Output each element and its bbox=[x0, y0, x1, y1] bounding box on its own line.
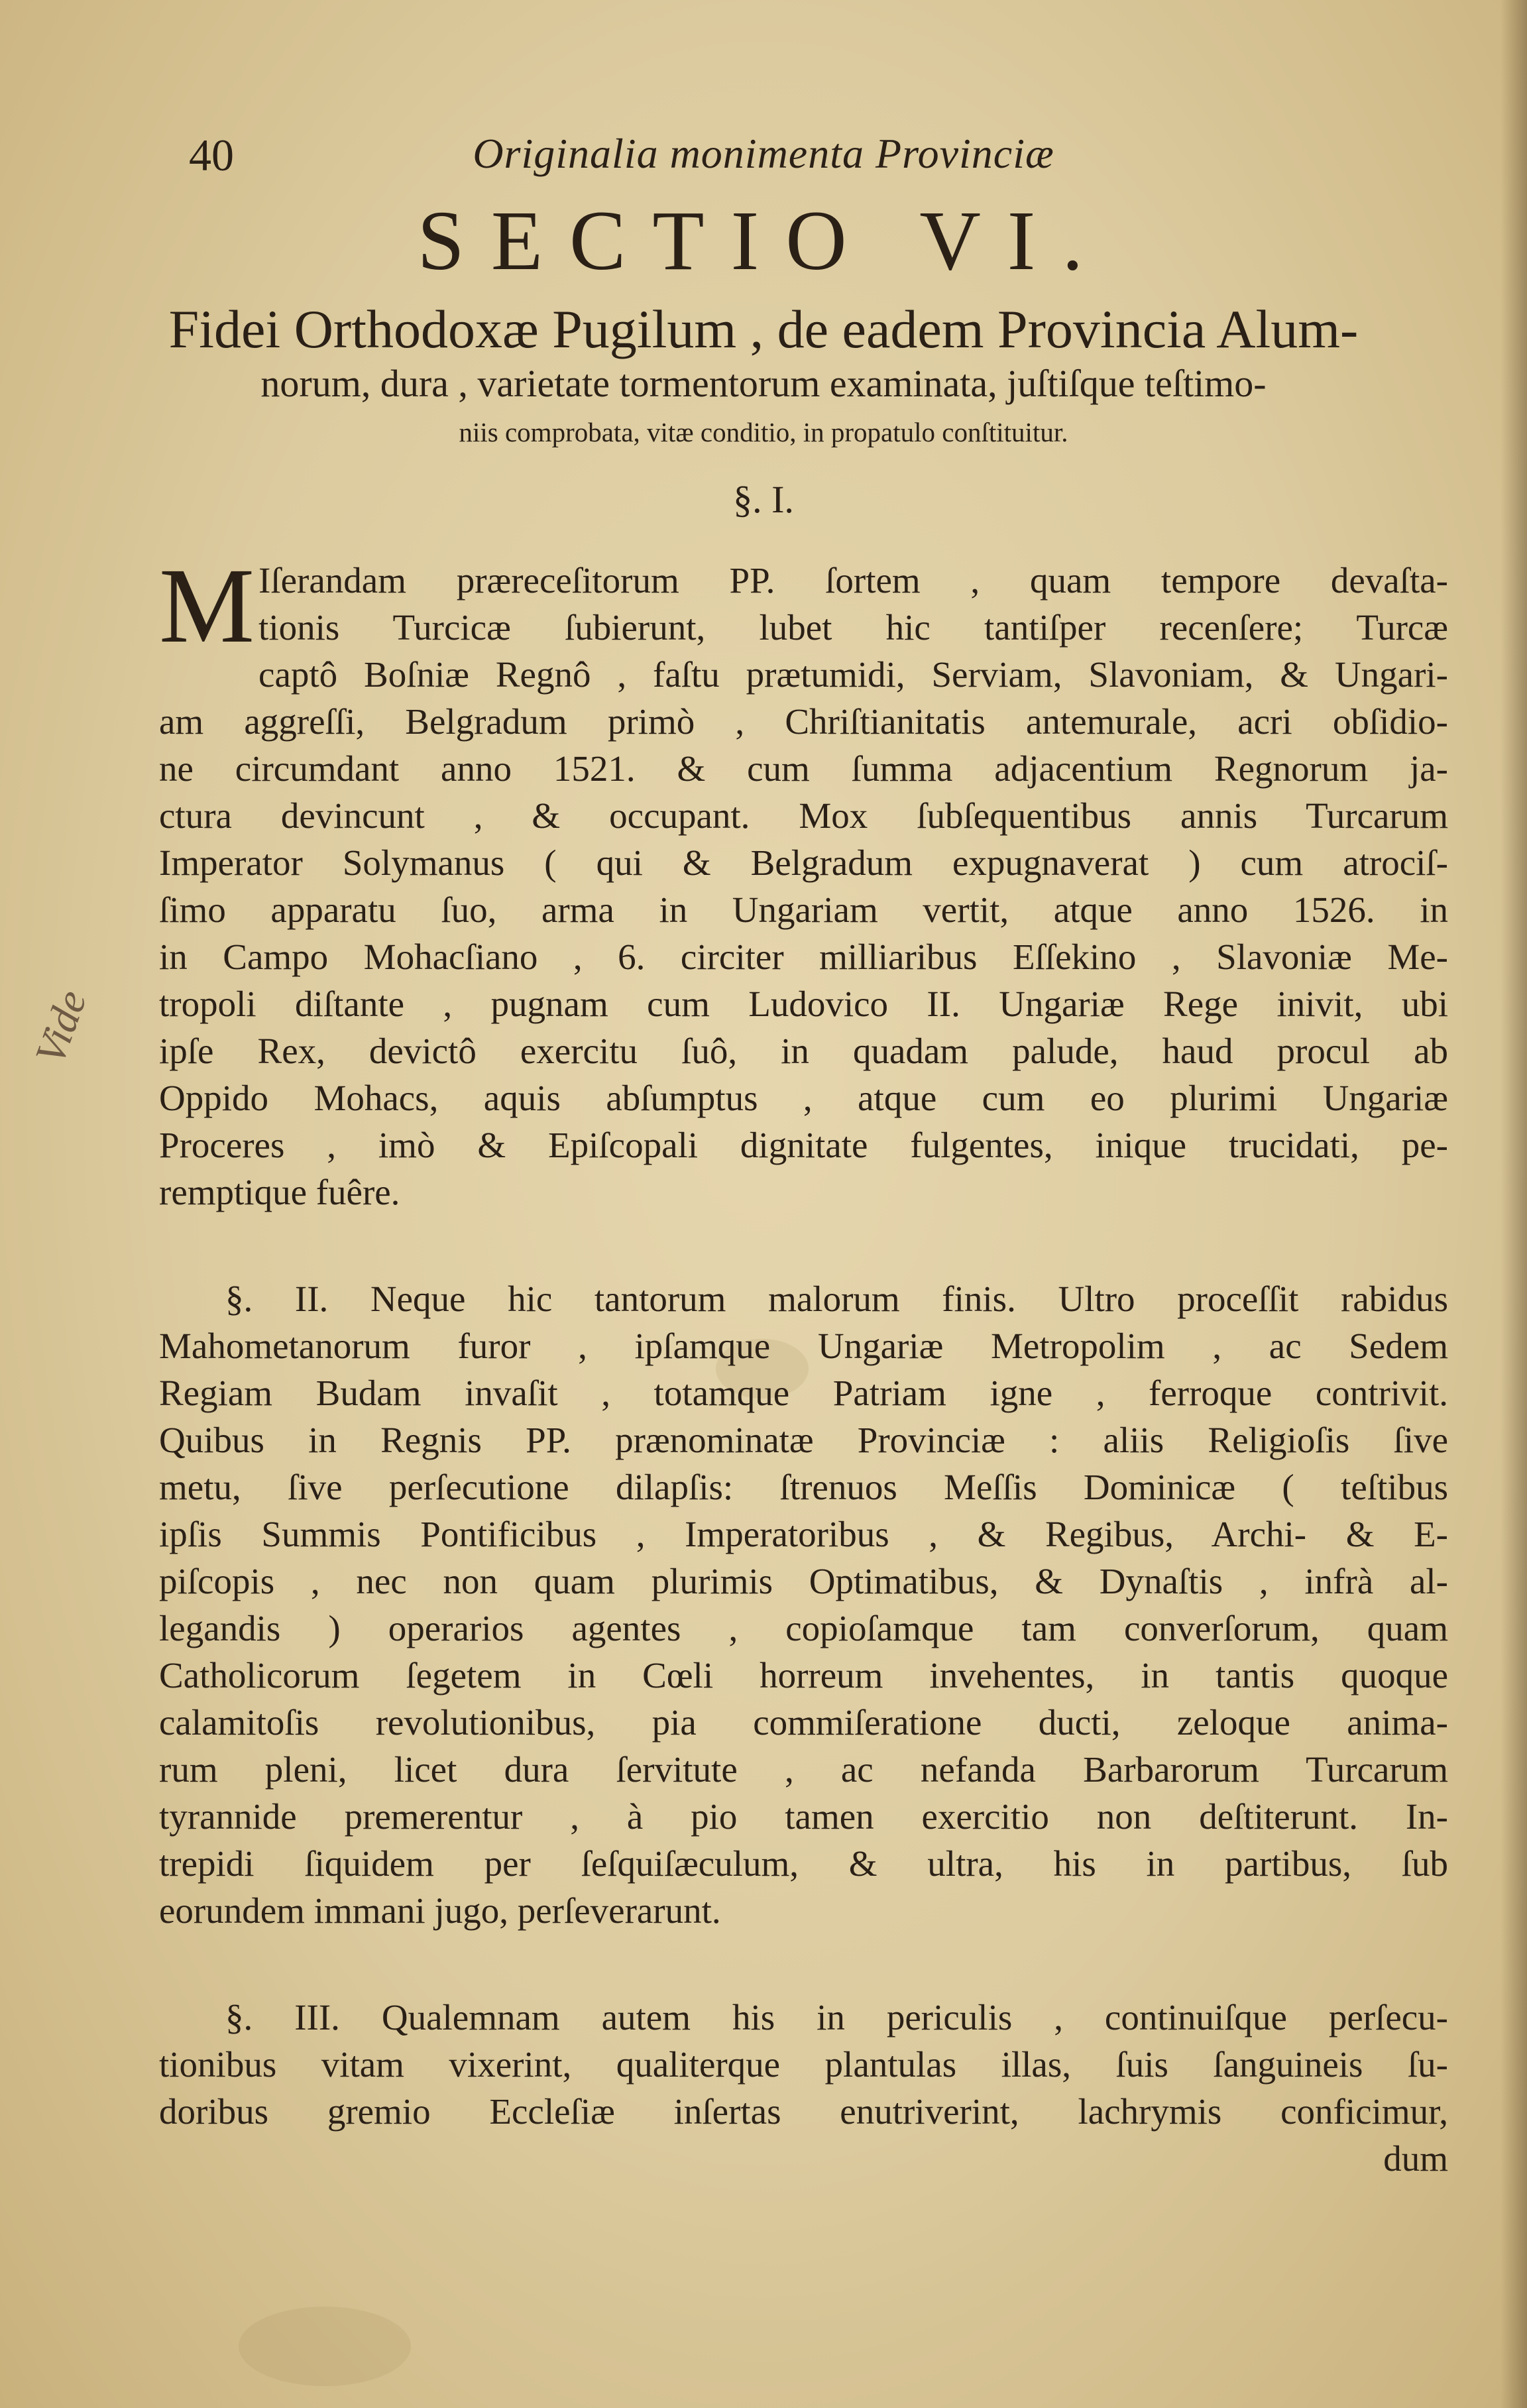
paper-stain bbox=[239, 2307, 411, 2386]
margin-note-handwritten: Vide bbox=[25, 984, 96, 1070]
subtitle-line-2: norum, dura , varietate tormentorum examinata, juſtiſque teſtimo- bbox=[260, 362, 1267, 405]
text-line: trepidi ſiquidem per ſeſquiſæculum, & ultra, his in partibus, ſub bbox=[159, 1843, 1448, 1884]
text-line: Mahometanorum furor , ipſamque Ungariæ Metropolim , ac Sedem bbox=[159, 1326, 1448, 1366]
paragraph-3 bbox=[159, 1994, 1448, 2182]
text-line: Iſerandam præreceſitorum PP. ſortem , quam tempore devaſta- bbox=[258, 560, 1448, 601]
text-line: tionibus vitam vixerint, qualiterque plantulas illas, ſuis ſanguineis ſu- bbox=[159, 2044, 1448, 2085]
text-line: tionis Turcicæ ſubierunt, lubet hic tantiſper recenſere; Turcæ bbox=[258, 607, 1448, 648]
text-line: Proceres , imò & Epiſcopali dignitate fulgentes, inique trucidati, pe- bbox=[159, 1125, 1448, 1165]
text-line: ipſis Summis Pontificibus , Imperatoribus , & Regibus, Archi- & E- bbox=[159, 1514, 1448, 1554]
text-line: Catholicorum ſegetem in Cœli horreum invehentes, in tantis quoque bbox=[159, 1655, 1448, 1695]
paragraph-1 bbox=[159, 547, 1448, 1216]
text-line: metu, ſive perſecutione dilapſis: ſtrenuos Meſſis Dominicæ ( teſtibus bbox=[159, 1467, 1448, 1507]
text-line: ne circumdant anno 1521. & cum ſumma adjacentium Regnorum ja- bbox=[159, 748, 1448, 789]
text-line: §. II. Neque hic tantorum malorum finis. Ultro proceſſit rabidus bbox=[225, 1279, 1448, 1319]
text-line: Quibus in Regnis PP. prænominatæ Provinciæ : aliis Religioſis ſive bbox=[159, 1420, 1448, 1460]
paragraph-gap bbox=[159, 1216, 1448, 1275]
body-text bbox=[159, 547, 1448, 2182]
text-line: Imperator Solymanus ( qui & Belgradum expugnaverat ) cum atrociſ- bbox=[159, 842, 1448, 883]
section-title: SECTIO VI. bbox=[417, 194, 1110, 288]
text-line: ſimo apparatu ſuo, arma in Ungariam vertit, atque anno 1526. in bbox=[159, 889, 1448, 930]
running-head: Originalia monimenta Provinciæ bbox=[473, 130, 1054, 177]
text-line: ipſe Rex, devictô exercitu ſuô, in quadam palude, haud procul ab bbox=[159, 1031, 1448, 1071]
text-line: tropoli diſtante , pugnam cum Ludovico II. Ungariæ Rege inivit, ubi bbox=[159, 984, 1448, 1024]
text-line: Regiam Budam invaſit , totamque Patriam igne , ferroque contrivit. bbox=[159, 1373, 1448, 1413]
catchword: dum bbox=[1383, 2138, 1448, 2179]
text-line: calamitoſis revolutionibus, pia commiſeratione ducti, zeloque anima- bbox=[159, 1702, 1448, 1743]
page-number: 40 bbox=[189, 130, 234, 180]
text-line: captô Boſniæ Regnô , faſtu prætumidi, Serviam, Slavoniam, & Ungari- bbox=[258, 654, 1448, 695]
paragraph-gap bbox=[159, 1934, 1448, 1994]
text-line: doribus gremio Eccleſiæ inſertas enutriverint, lachrymis conficimur, bbox=[159, 2091, 1448, 2132]
drop-cap: M bbox=[159, 547, 255, 665]
text-line: legandis ) operarios agentes , copioſamque tam converſorum, quam bbox=[159, 1608, 1448, 1648]
paragraph-mark: §. I. bbox=[733, 478, 794, 521]
text-line: in Campo Mohacſiano , 6. circiter milliaribus Eſſekino , Slavoniæ Me- bbox=[159, 937, 1448, 977]
subtitle-line-1: Fidei Orthodoxæ Pugilum , de eadem Provincia Alum- bbox=[168, 299, 1359, 359]
text-line: tyrannide premerentur , à pio tamen exercitio non deſtiterunt. In- bbox=[159, 1796, 1448, 1837]
text-line: am aggreſſi, Belgradum primò , Chriſtianitatis antemurale, acri obſidio- bbox=[159, 701, 1448, 742]
text-line: §. III. Qualemnam autem his in periculis , continuiſque perſecu- bbox=[225, 1997, 1448, 2037]
text-line: rum pleni, licet dura ſervitute , ac nefanda Barbarorum Turcarum bbox=[159, 1749, 1448, 1790]
subtitle-line-3: niis comprobata, vitæ conditio, in propatulo conſtituitur. bbox=[459, 417, 1068, 447]
text-line: piſcopis , nec non quam plurimis Optimatibus, & Dynaſtis , infrà al- bbox=[159, 1561, 1448, 1601]
paragraph-2 bbox=[159, 1275, 1448, 1934]
text-line: eorundem immani jugo, perſeverarunt. bbox=[159, 1890, 721, 1931]
text-line: ctura devincunt , & occupant. Mox ſubſequentibus annis Turcarum bbox=[159, 795, 1448, 836]
page-header bbox=[0, 129, 1527, 189]
text-line: Oppido Mohacs, aquis abſumptus , atque cum eo plurimi Ungariæ bbox=[159, 1078, 1448, 1118]
text-line: remptique fuêre. bbox=[159, 1172, 400, 1212]
